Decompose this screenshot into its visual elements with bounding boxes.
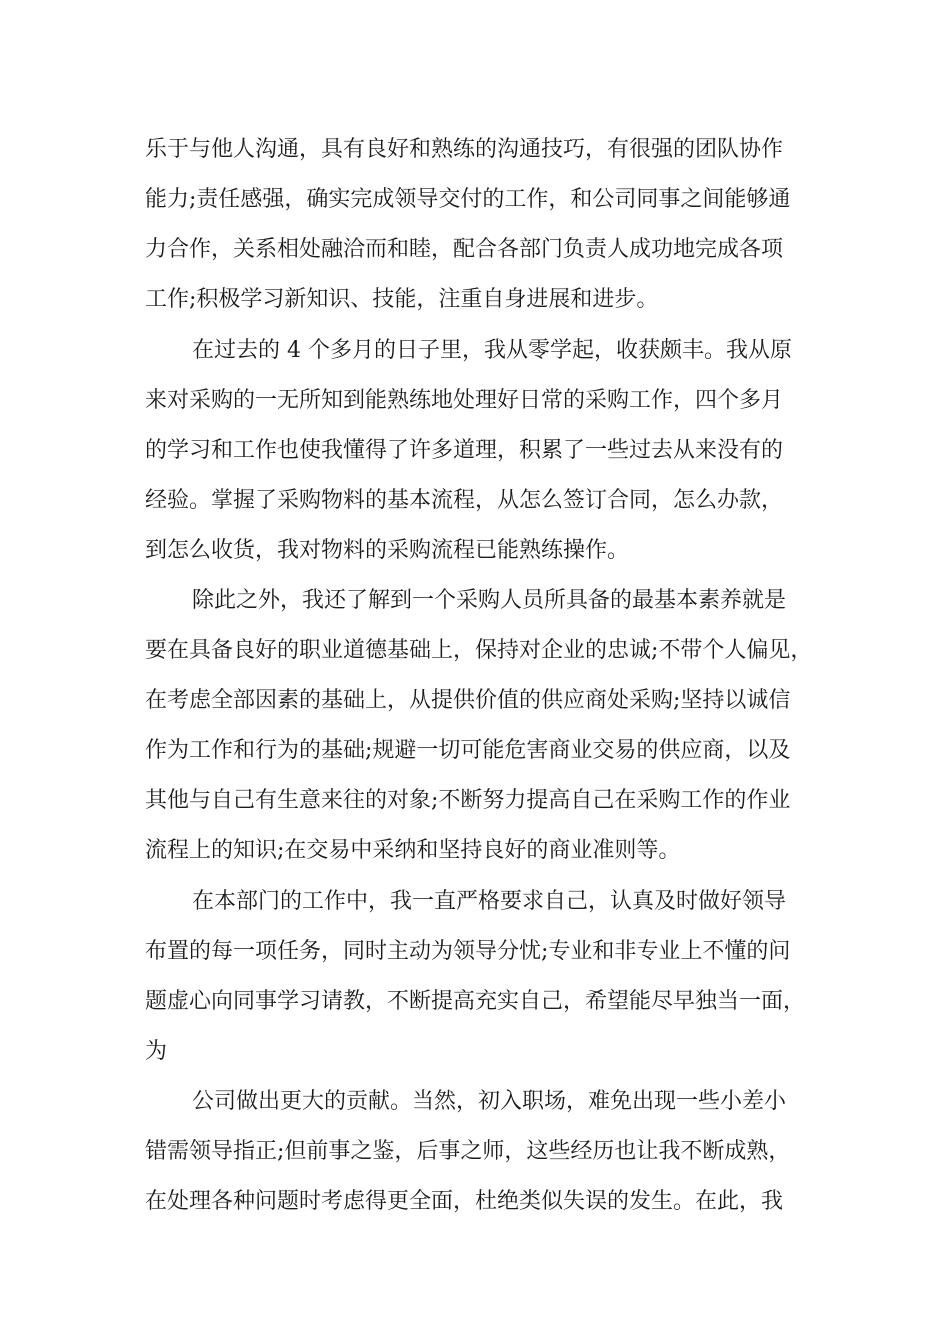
text-line: 到怎么收货，我对物料的采购流程已能熟练操作。 bbox=[145, 538, 630, 563]
text-line: 作为工作和行为的基础;规避一切可能危害商业交易的供应商，以及 bbox=[145, 738, 791, 763]
text-line: 题虚心向同事学习请教，不断提高充实自己，希望能尽早独当一面， bbox=[145, 989, 806, 1014]
paragraph-first-line: 在本部门的工作中，我一直严格要求自己，认真及时做好领导 bbox=[192, 889, 787, 914]
paragraph-first-line: 在过去的 4 个多月的日子里，我从零学起，收获颇丰。我从原 bbox=[192, 338, 792, 363]
text-line: 在处理各种问题时考虑得更全面，杜绝类似失误的发生。在此，我 bbox=[145, 1189, 784, 1214]
text-line: 来对采购的一无所知到能熟练地处理好日常的采购工作，四个多月 bbox=[145, 388, 784, 413]
text-line: 经验。掌握了采购物料的基本流程，从怎么签订合同，怎么办款， bbox=[145, 488, 784, 513]
text-line: 乐于与他人沟通，具有良好和熟练的沟通技巧，有很强的团队协作 bbox=[145, 137, 784, 162]
paragraph-first-line: 除此之外，我还了解到一个采购人员所具备的最基本素养就是 bbox=[192, 588, 787, 613]
text-line: 布置的每一项任务，同时主动为领导分忧;专业和非专业上不懂的问 bbox=[145, 939, 791, 964]
text-line: 在考虑全部因素的基础上，从提供价值的供应商处采购;坚持以诚信 bbox=[145, 688, 791, 713]
text-line: 错需领导指正;但前事之鉴，后事之师，这些经历也让我不断成熟， bbox=[145, 1139, 791, 1164]
text-line: 其他与自己有生意来往的对象;不断努力提高自己在采购工作的作业 bbox=[145, 788, 791, 813]
text-line: 工作;积极学习新知识、技能，注重自身进展和进步。 bbox=[145, 287, 659, 312]
text-line: 力合作，关系相处融洽而和睦，配合各部门负责人成功地完成各项 bbox=[145, 237, 784, 262]
text-line: 为 bbox=[145, 1039, 168, 1064]
text-line: 流程上的知识;在交易中采纳和坚持良好的商业准则等。 bbox=[145, 838, 681, 863]
text-line: 的学习和工作也使我懂得了许多道理，积累了一些过去从来没有的 bbox=[145, 438, 784, 463]
paragraph-first-line: 公司做出更大的贡献。当然，初入职场，难免出现一些小差小 bbox=[192, 1089, 787, 1114]
text-line: 能力;责任感强，确实完成领导交付的工作，和公司同事之间能够通 bbox=[145, 187, 791, 212]
text-line: 要在具备良好的职业道德基础上，保持对企业的忠诚;不带个人偏见， bbox=[145, 638, 813, 663]
